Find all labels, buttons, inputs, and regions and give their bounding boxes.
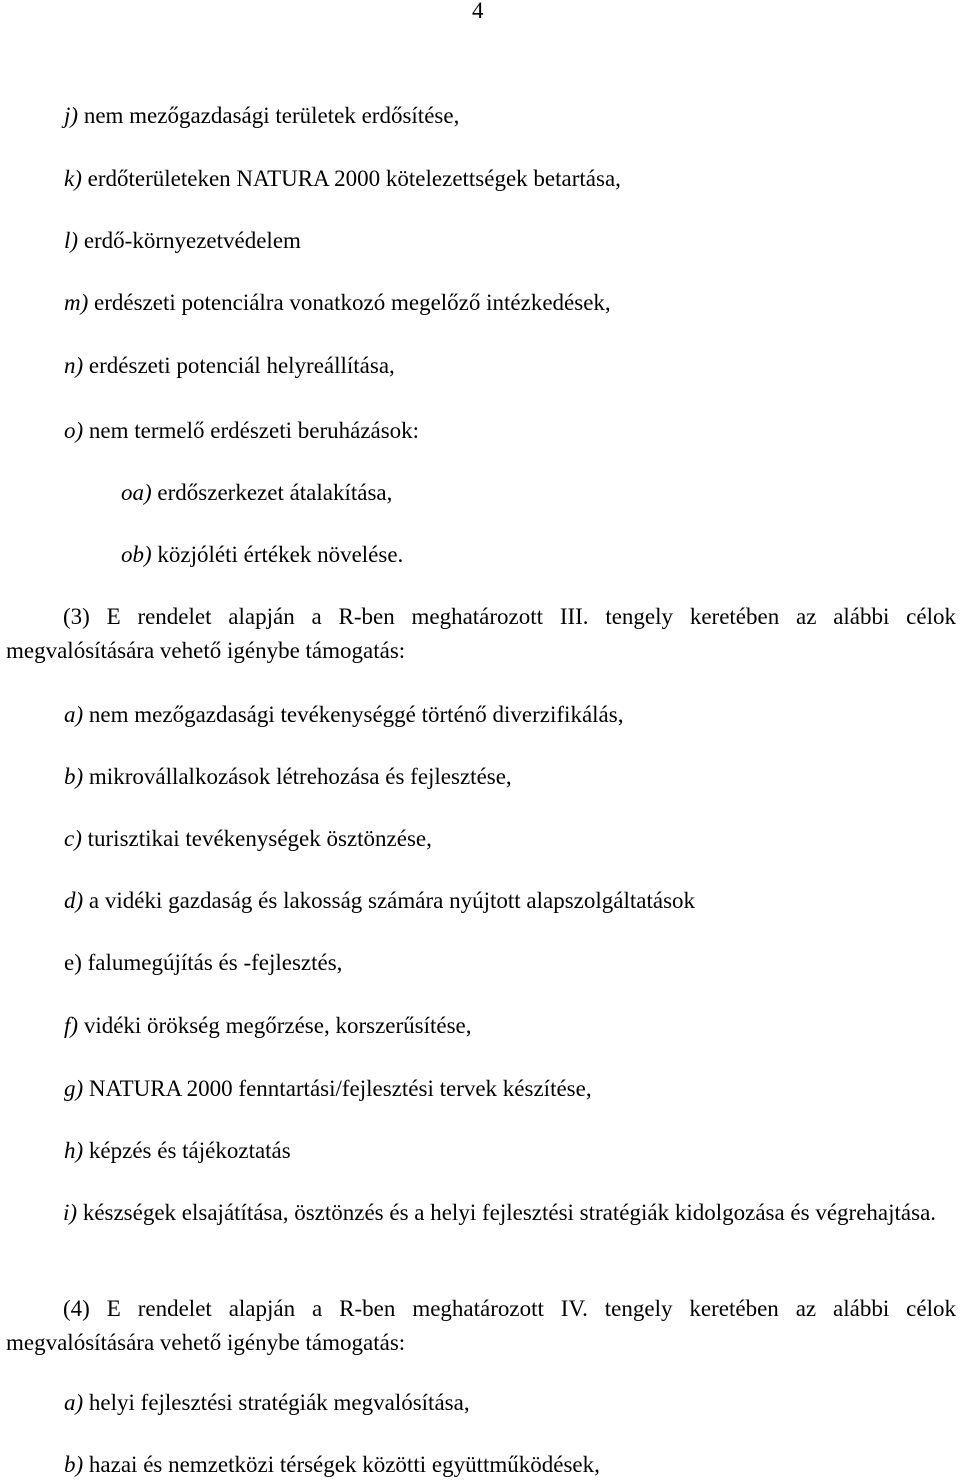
paragraph-text: (4) E rendelet alapján a R-ben meghatározott IV. tengely keretében az alábbi célok megvalósítására vehető igénybe támogatás: [6,1296,956,1355]
list-marker: k) [64,166,82,191]
list-item-text: nem mezőgazdasági területek erdősítése, [78,103,460,128]
list-item-text: képzés és tájékoztatás [83,1138,291,1163]
list-item-text: turisztikai tevékenységek ösztönzése, [81,826,432,851]
list-item-text: készségek elsajátítása, ösztönzés és a helyi fejlesztési stratégiák kidolgozása és végrehajtása. [77,1200,937,1225]
list-marker: oa) [121,480,152,505]
list-item-text: a vidéki gazdaság és lakosság számára nyújtott alapszolgáltatások [83,888,696,913]
list-marker: o) [64,418,84,443]
list-marker: h) [64,1138,84,1163]
list-marker: f) [64,1013,79,1038]
list-item-text: erdészeti potenciálra vonatkozó megelőző intézkedések, [88,290,611,315]
list-item-o [64,418,419,444]
list-item-c [64,826,432,852]
list-marker: m) [64,290,89,315]
list-item-text: erdő-környezetvédelem [78,228,301,253]
list-item-text: hazai és nemzetközi térségek közötti együttműködések, [83,1452,600,1477]
list-item-n [64,353,395,379]
list-marker: c) [64,826,82,851]
list-marker: ob) [121,542,152,567]
paragraph-3 [6,600,956,668]
list-item-a2 [64,1390,470,1416]
list-marker: d) [64,888,84,913]
list-marker: a) [64,1390,84,1415]
list-item-text: közjóléti értékek növelése. [151,542,404,567]
list-item-l [64,228,301,254]
paragraph-4 [6,1292,956,1360]
list-item-text: vidéki örökség megőrzése, korszerűsítése, [78,1013,472,1038]
list-item-oa [121,480,392,506]
list-item-h [64,1138,291,1164]
list-item-text: erdőszerkezet átalakítása, [151,480,393,505]
page-number: 4 [472,0,484,23]
list-item-text: mikrovállalkozások létrehozása és fejlesztése, [83,764,512,789]
list-marker: i) [63,1200,78,1225]
list-item-k [64,166,621,192]
list-marker: n) [64,353,84,378]
list-item-i [6,1196,956,1230]
list-item-ob [121,542,403,568]
list-item-text: nem mezőgazdasági tevékenységgé történő diverzifikálás, [83,702,624,727]
list-item-text: NATURA 2000 fenntartási/fejlesztési tervek készítése, [83,1076,592,1101]
list-item-a [64,702,623,728]
paragraph-text: (3) E rendelet alapján a R-ben meghatározott III. tengely keretében az alábbi célok megvalósítására vehető igénybe támogatás: [6,604,956,663]
list-item-g [64,1076,592,1102]
list-item-m [64,290,611,316]
list-item-f [64,1013,472,1039]
list-marker: a) [64,702,84,727]
list-item-text: helyi fejlesztési stratégiák megvalósítása, [83,1390,470,1415]
list-item-e [64,950,342,976]
list-item-b2 [64,1452,600,1478]
list-marker: g) [64,1076,84,1101]
list-item-d [64,888,695,914]
list-item-text: nem termelő erdészeti beruházások: [83,418,420,443]
list-marker: b) [64,764,84,789]
list-marker: l) [64,228,79,253]
list-item-b [64,764,512,790]
list-item-text: e) falumegújítás és -fejlesztés, [64,950,343,975]
list-item-text: erdészeti potenciál helyreállítása, [83,353,395,378]
list-marker: b) [64,1452,84,1477]
list-item-text: erdőterületeken NATURA 2000 kötelezettségek betartása, [81,166,621,191]
list-item-j [64,103,459,129]
list-marker: j) [64,103,79,128]
